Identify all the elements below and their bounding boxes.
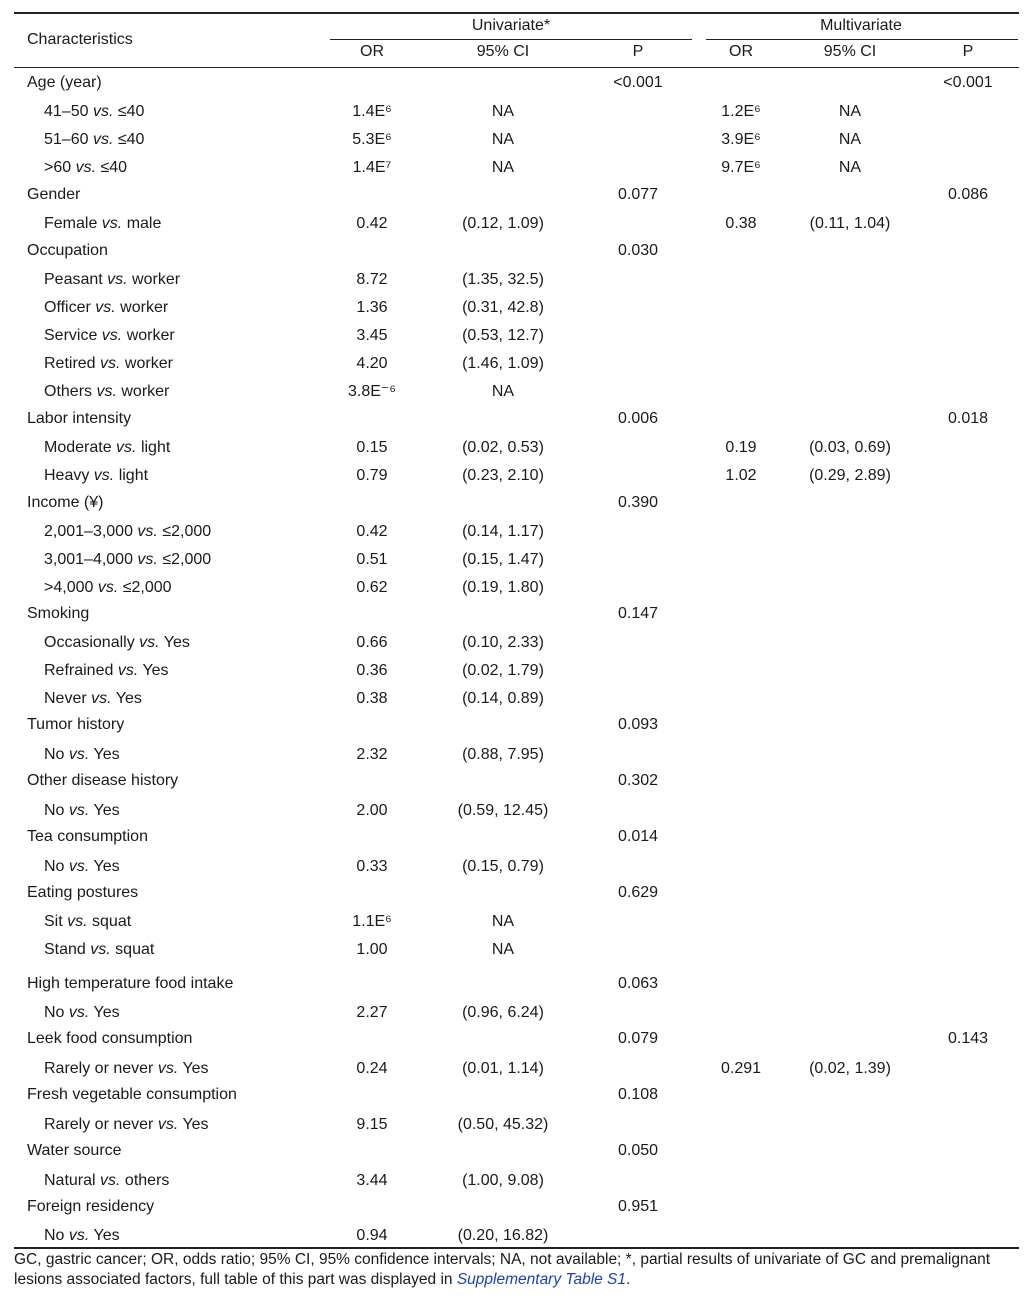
table-row <box>0 574 1031 602</box>
row-comparison-label: No vs. Yes <box>44 858 120 875</box>
row-category-label: Fresh vegetable consumption <box>27 1086 237 1103</box>
cell-univariate-ci: (0.88, 7.95) <box>462 746 544 763</box>
cell-univariate-ci: (0.15, 0.79) <box>462 858 544 875</box>
footnote-end: . <box>626 1271 631 1288</box>
cell-univariate-ci: (0.01, 1.14) <box>462 1060 544 1077</box>
row-comparison-label: No vs. Yes <box>44 1004 120 1021</box>
footnote-text: GC, gastric cancer; OR, odds ratio; 95% CI, 95% confidence intervals; NA, not available; *, partial results of univariate of GC and premalignant lesions associated factors, full table of this part was displayed in <box>14 1251 991 1288</box>
table-row <box>0 378 1031 406</box>
cell-univariate-ci: (0.12, 1.09) <box>462 215 544 232</box>
row-comparison-label: Service vs. worker <box>44 327 175 344</box>
cell-multivariate-ci: (0.29, 2.89) <box>809 467 891 484</box>
cell-univariate-p: 0.079 <box>617 1030 659 1047</box>
cell-univariate-or: 1.4E⁷ <box>352 159 392 176</box>
cell-univariate-ci: NA <box>491 913 515 930</box>
cell-univariate-ci: (0.31, 42.8) <box>462 299 544 316</box>
row-comparison-label: Occasionally vs. Yes <box>44 634 190 651</box>
table-row <box>0 970 1031 998</box>
cell-univariate-or: 0.94 <box>356 1227 388 1244</box>
table-row <box>0 741 1031 769</box>
row-category-label: Age (year) <box>27 74 102 91</box>
row-category-label: Smoking <box>27 605 90 622</box>
cell-univariate-or: 2.32 <box>356 746 388 763</box>
row-category-label: Tea consumption <box>27 828 148 845</box>
row-category-label: Labor intensity <box>27 410 132 427</box>
cell-univariate-p: 0.108 <box>617 1086 659 1103</box>
cell-univariate-p: 0.951 <box>617 1198 659 1215</box>
cell-univariate-p: 0.390 <box>617 494 659 511</box>
cell-univariate-p: 0.014 <box>617 828 659 845</box>
cell-univariate-or: 1.00 <box>356 941 388 958</box>
header-multivariate-ci: 95% CI <box>823 43 877 60</box>
row-comparison-label: 2,001–3,000 vs. ≤2,000 <box>44 523 212 540</box>
header-multivariate-p: P <box>962 43 974 60</box>
cell-multivariate-ci: (0.03, 0.69) <box>809 439 891 456</box>
table-row <box>0 1137 1031 1165</box>
cell-univariate-ci: (1.46, 1.09) <box>462 355 544 372</box>
cell-univariate-p: 0.050 <box>617 1142 659 1159</box>
row-comparison-label: Moderate vs. light <box>44 439 171 456</box>
cell-univariate-or: 1.36 <box>356 299 388 316</box>
table-row <box>0 350 1031 378</box>
cell-univariate-p: 0.063 <box>617 975 659 992</box>
header-characteristics: Characteristics <box>27 31 133 48</box>
cell-univariate-ci: (0.20, 16.82) <box>457 1227 549 1244</box>
cell-univariate-or: 0.79 <box>356 467 388 484</box>
cell-univariate-ci: (0.02, 0.53) <box>462 439 544 456</box>
table-row <box>0 181 1031 209</box>
row-comparison-label: 51–60 vs. ≤40 <box>44 131 145 148</box>
header-multivariate-or: OR <box>729 43 753 60</box>
cell-univariate-p: 0.629 <box>617 884 659 901</box>
row-comparison-label: Others vs. worker <box>44 383 170 400</box>
cell-multivariate-p: 0.086 <box>947 186 989 203</box>
cell-univariate-or: 0.24 <box>356 1060 388 1077</box>
cell-univariate-p: 0.030 <box>617 242 659 259</box>
cell-univariate-ci: (0.19, 1.80) <box>462 579 544 596</box>
cell-univariate-p: 0.006 <box>617 410 659 427</box>
cell-univariate-p: 0.302 <box>617 772 659 789</box>
cell-univariate-or: 2.00 <box>356 802 388 819</box>
cell-univariate-or: 3.8E⁻⁶ <box>348 383 396 400</box>
cell-multivariate-ci: NA <box>838 103 862 120</box>
row-category-label: Gender <box>27 186 81 203</box>
cell-multivariate-or: 0.38 <box>725 215 757 232</box>
cell-multivariate-or: 9.7E⁶ <box>721 159 761 176</box>
cell-univariate-ci: (0.53, 12.7) <box>462 327 544 344</box>
cell-multivariate-ci: (0.11, 1.04) <box>809 215 891 232</box>
row-comparison-label: Female vs. male <box>44 215 162 232</box>
header-univariate-or: OR <box>360 43 384 60</box>
table-row <box>0 434 1031 462</box>
table-row <box>0 1167 1031 1195</box>
row-comparison-label: Natural vs. others <box>44 1172 170 1189</box>
table-row <box>0 69 1031 97</box>
cell-multivariate-ci: NA <box>838 159 862 176</box>
row-comparison-label: Rarely or never vs. Yes <box>44 1060 209 1077</box>
row-comparison-label: Officer vs. worker <box>44 299 169 316</box>
table-row <box>0 908 1031 936</box>
row-comparison-label: Refrained vs. Yes <box>44 662 169 679</box>
table-row <box>0 853 1031 881</box>
table-row <box>0 711 1031 739</box>
cell-univariate-or: 3.45 <box>356 327 388 344</box>
row-comparison-label: Sit vs. squat <box>44 913 132 930</box>
cell-multivariate-or: 1.02 <box>725 467 757 484</box>
cell-univariate-or: 0.33 <box>356 858 388 875</box>
cell-univariate-or: 0.42 <box>356 523 388 540</box>
cell-univariate-or: 0.36 <box>356 662 388 679</box>
cell-univariate-ci: (0.23, 2.10) <box>462 467 544 484</box>
table-footnote <box>14 1250 1019 1290</box>
cell-univariate-ci: (0.50, 45.32) <box>457 1116 549 1133</box>
header-univariate-p: P <box>632 43 644 60</box>
cell-univariate-ci: (0.59, 12.45) <box>457 802 549 819</box>
row-comparison-label: Rarely or never vs. Yes <box>44 1116 209 1133</box>
table-row <box>0 154 1031 182</box>
cell-univariate-ci: (1.00, 9.08) <box>462 1172 544 1189</box>
cell-univariate-or: 0.42 <box>356 215 388 232</box>
row-comparison-label: >4,000 vs. ≤2,000 <box>44 579 172 596</box>
table-top-rule <box>14 12 1019 14</box>
cell-multivariate-p: 0.143 <box>947 1030 989 1047</box>
cell-univariate-p: 0.093 <box>617 716 659 733</box>
cell-multivariate-p: <0.001 <box>943 74 993 91</box>
row-category-label: Water source <box>27 1142 122 1159</box>
cell-univariate-ci: (0.14, 0.89) <box>462 690 544 707</box>
row-comparison-label: Never vs. Yes <box>44 690 142 707</box>
cell-multivariate-or: 1.2E⁶ <box>721 103 761 120</box>
cell-multivariate-or: 0.19 <box>725 439 757 456</box>
univariate-span-rule <box>330 39 692 40</box>
table-row <box>0 936 1031 964</box>
table-row <box>0 1193 1031 1221</box>
row-category-label: Tumor history <box>27 716 125 733</box>
table-row <box>0 489 1031 517</box>
row-comparison-label: 3,001–4,000 vs. ≤2,000 <box>44 551 212 568</box>
header-univariate-ci: 95% CI <box>476 43 530 60</box>
cell-univariate-or: 0.62 <box>356 579 388 596</box>
header-univariate: Univariate* <box>471 17 551 34</box>
row-category-label: Occupation <box>27 242 108 259</box>
cell-multivariate-ci: NA <box>838 131 862 148</box>
table-row <box>0 266 1031 294</box>
cell-multivariate-or: 3.9E⁶ <box>721 131 761 148</box>
cell-univariate-or: 0.15 <box>356 439 388 456</box>
table-row <box>0 294 1031 322</box>
header-bottom-rule <box>14 67 1019 68</box>
cell-univariate-p: <0.001 <box>613 74 663 91</box>
cell-univariate-or: 0.51 <box>356 551 388 568</box>
table-row <box>0 657 1031 685</box>
cell-univariate-or: 9.15 <box>356 1116 388 1133</box>
table-row <box>0 98 1031 126</box>
cell-univariate-ci: NA <box>491 941 515 958</box>
table-row <box>0 518 1031 546</box>
table-row <box>0 1025 1031 1053</box>
cell-univariate-ci: (0.02, 1.79) <box>462 662 544 679</box>
cell-univariate-ci: (0.15, 1.47) <box>462 551 544 568</box>
table-row <box>0 879 1031 907</box>
table-row <box>0 823 1031 851</box>
cell-univariate-ci: NA <box>491 131 515 148</box>
cell-univariate-ci: (0.10, 2.33) <box>462 634 544 651</box>
row-comparison-label: Retired vs. worker <box>44 355 173 372</box>
cell-univariate-ci: NA <box>491 159 515 176</box>
table-row <box>0 546 1031 574</box>
row-category-label: Leek food consumption <box>27 1030 193 1047</box>
row-category-label: Eating postures <box>27 884 139 901</box>
cell-univariate-ci: (1.35, 32.5) <box>462 271 544 288</box>
table-row <box>0 999 1031 1027</box>
row-comparison-label: Peasant vs. worker <box>44 271 181 288</box>
cell-univariate-p: 0.077 <box>617 186 659 203</box>
row-category-label: Foreign residency <box>27 1198 155 1215</box>
table-row <box>0 405 1031 433</box>
table-row <box>0 237 1031 265</box>
supplementary-link[interactable]: Supplementary Table S1 <box>456 1271 627 1288</box>
cell-univariate-or: 3.44 <box>356 1172 388 1189</box>
row-comparison-label: No vs. Yes <box>44 802 120 819</box>
cell-multivariate-or: 0.291 <box>720 1060 762 1077</box>
cell-univariate-ci: NA <box>491 383 515 400</box>
cell-univariate-ci: NA <box>491 103 515 120</box>
table-row <box>0 797 1031 825</box>
cell-multivariate-p: 0.018 <box>947 410 989 427</box>
cell-univariate-or: 8.72 <box>356 271 388 288</box>
row-category-label: Income (¥) <box>27 494 104 511</box>
cell-multivariate-ci: (0.02, 1.39) <box>809 1060 891 1077</box>
cell-univariate-or: 2.27 <box>356 1004 388 1021</box>
table-row <box>0 1055 1031 1083</box>
table-bottom-rule <box>14 1247 1019 1249</box>
cell-univariate-or: 0.38 <box>356 690 388 707</box>
cell-univariate-ci: (0.14, 1.17) <box>462 523 544 540</box>
row-category-label: Other disease history <box>27 772 179 789</box>
cell-univariate-ci: (0.96, 6.24) <box>462 1004 544 1021</box>
multivariate-span-rule <box>706 39 1018 40</box>
row-category-label: High temperature food intake <box>27 975 234 992</box>
table-row <box>0 462 1031 490</box>
table-row <box>0 685 1031 713</box>
table-row <box>0 600 1031 628</box>
row-comparison-label: No vs. Yes <box>44 746 120 763</box>
cell-univariate-or: 4.20 <box>356 355 388 372</box>
table-row <box>0 1111 1031 1139</box>
table-row <box>0 210 1031 238</box>
header-multivariate: Multivariate <box>820 17 902 34</box>
row-comparison-label: No vs. Yes <box>44 1227 120 1244</box>
table-row <box>0 629 1031 657</box>
cell-univariate-or: 1.1E⁶ <box>352 913 392 930</box>
row-comparison-label: Stand vs. squat <box>44 941 155 958</box>
cell-univariate-or: 0.66 <box>356 634 388 651</box>
table-row <box>0 1081 1031 1109</box>
row-comparison-label: 41–50 vs. ≤40 <box>44 103 145 120</box>
table-row <box>0 322 1031 350</box>
row-comparison-label: >60 vs. ≤40 <box>44 159 128 176</box>
cell-univariate-p: 0.147 <box>617 605 659 622</box>
row-comparison-label: Heavy vs. light <box>44 467 149 484</box>
cell-univariate-or: 1.4E⁶ <box>352 103 392 120</box>
table-row <box>0 1222 1031 1250</box>
cell-univariate-or: 5.3E⁶ <box>352 131 392 148</box>
table-row <box>0 126 1031 154</box>
table-row <box>0 767 1031 795</box>
